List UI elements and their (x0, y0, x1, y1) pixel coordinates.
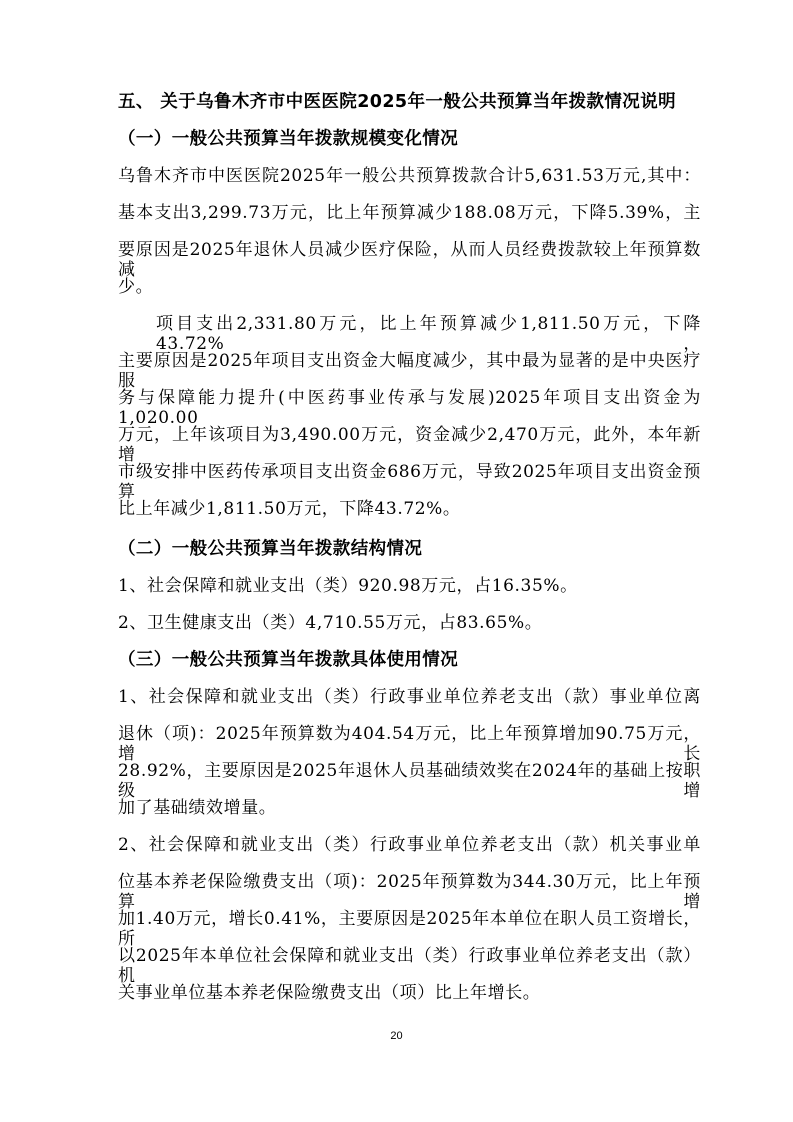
body-line: 关事业单位基本养老保险缴费支出（项）比上年增长。 (118, 983, 541, 1003)
body-line: 项目支出2,331.80万元，比上年预算减少1,811.50万元，下降43.72%， (156, 314, 701, 354)
body-line: 要原因是2025年退休人员减少医疗保险，从而人员经费拨款较上年预算数减 (118, 240, 701, 280)
section-title: 五、 关于乌鲁木齐市中医医院2025年一般公共预算当年拨款情况说明 (118, 92, 676, 112)
body-line: 加了基础绩效增量。 (118, 798, 277, 818)
body-line: 基本支出3,299.73万元，比上年预算减少188.08万元，下降5.39%，主 (118, 203, 701, 223)
body-line: 2、卫生健康支出（类）4,710.55万元，占83.65%。 (118, 613, 543, 633)
body-line: 万元，上年该项目为3,490.00万元，资金减少2,470万元，此外，本年新增 (118, 425, 701, 465)
body-line: 28.92%，主要原因是2025年退休人员基础绩效奖在2024年的基础上按职级增 (118, 761, 701, 801)
body-line: 1、社会保障和就业支出（类）行政事业单位养老支出（款）事业单位离 (118, 687, 701, 707)
subsection-heading-1: （一）一般公共预算当年拨款规模变化情况 (118, 129, 459, 149)
body-line: 比上年减少1,811.50万元，下降43.72%。 (118, 499, 461, 519)
body-line: 2、社会保障和就业支出（类）行政事业单位养老支出（款）机关事业单 (118, 835, 701, 855)
subsection-heading-2: （二）一般公共预算当年拨款结构情况 (118, 539, 423, 559)
body-line: 加1.40万元，增长0.41%，主要原因是2025年本单位在职人员工资增长，所 (118, 909, 701, 949)
subsection-heading-3: （三）一般公共预算当年拨款具体使用情况 (118, 650, 459, 670)
body-line: 乌鲁木齐市中医医院2025年一般公共预算拨款合计5,631.53万元,其中： (118, 166, 701, 186)
body-line: 以2025年本单位社会保障和就业支出（类）行政事业单位养老支出（款）机 (118, 946, 701, 986)
page-number: 20 (390, 1030, 403, 1042)
body-line: 市级安排中医药传承项目支出资金686万元，导致2025年项目支出资金预算 (118, 462, 701, 502)
body-line: 务与保障能力提升(中医药事业传承与发展)2025年项目支出资金为1,020.00 (118, 388, 701, 428)
body-line: 少。 (118, 277, 154, 297)
body-line: 位基本养老保险缴费支出（项)：2025年预算数为344.30万元，比上年预算增 (118, 872, 701, 912)
body-line: 主要原因是2025年项目支出资金大幅度减少，其中最为显著的是中央医疗服 (118, 351, 701, 391)
body-line: 退休（项)：2025年预算数为404.54万元，比上年预算增加90.75万元，增长 (118, 724, 701, 764)
body-line: 1、社会保障和就业支出（类）920.98万元，占16.35%。 (118, 576, 578, 596)
